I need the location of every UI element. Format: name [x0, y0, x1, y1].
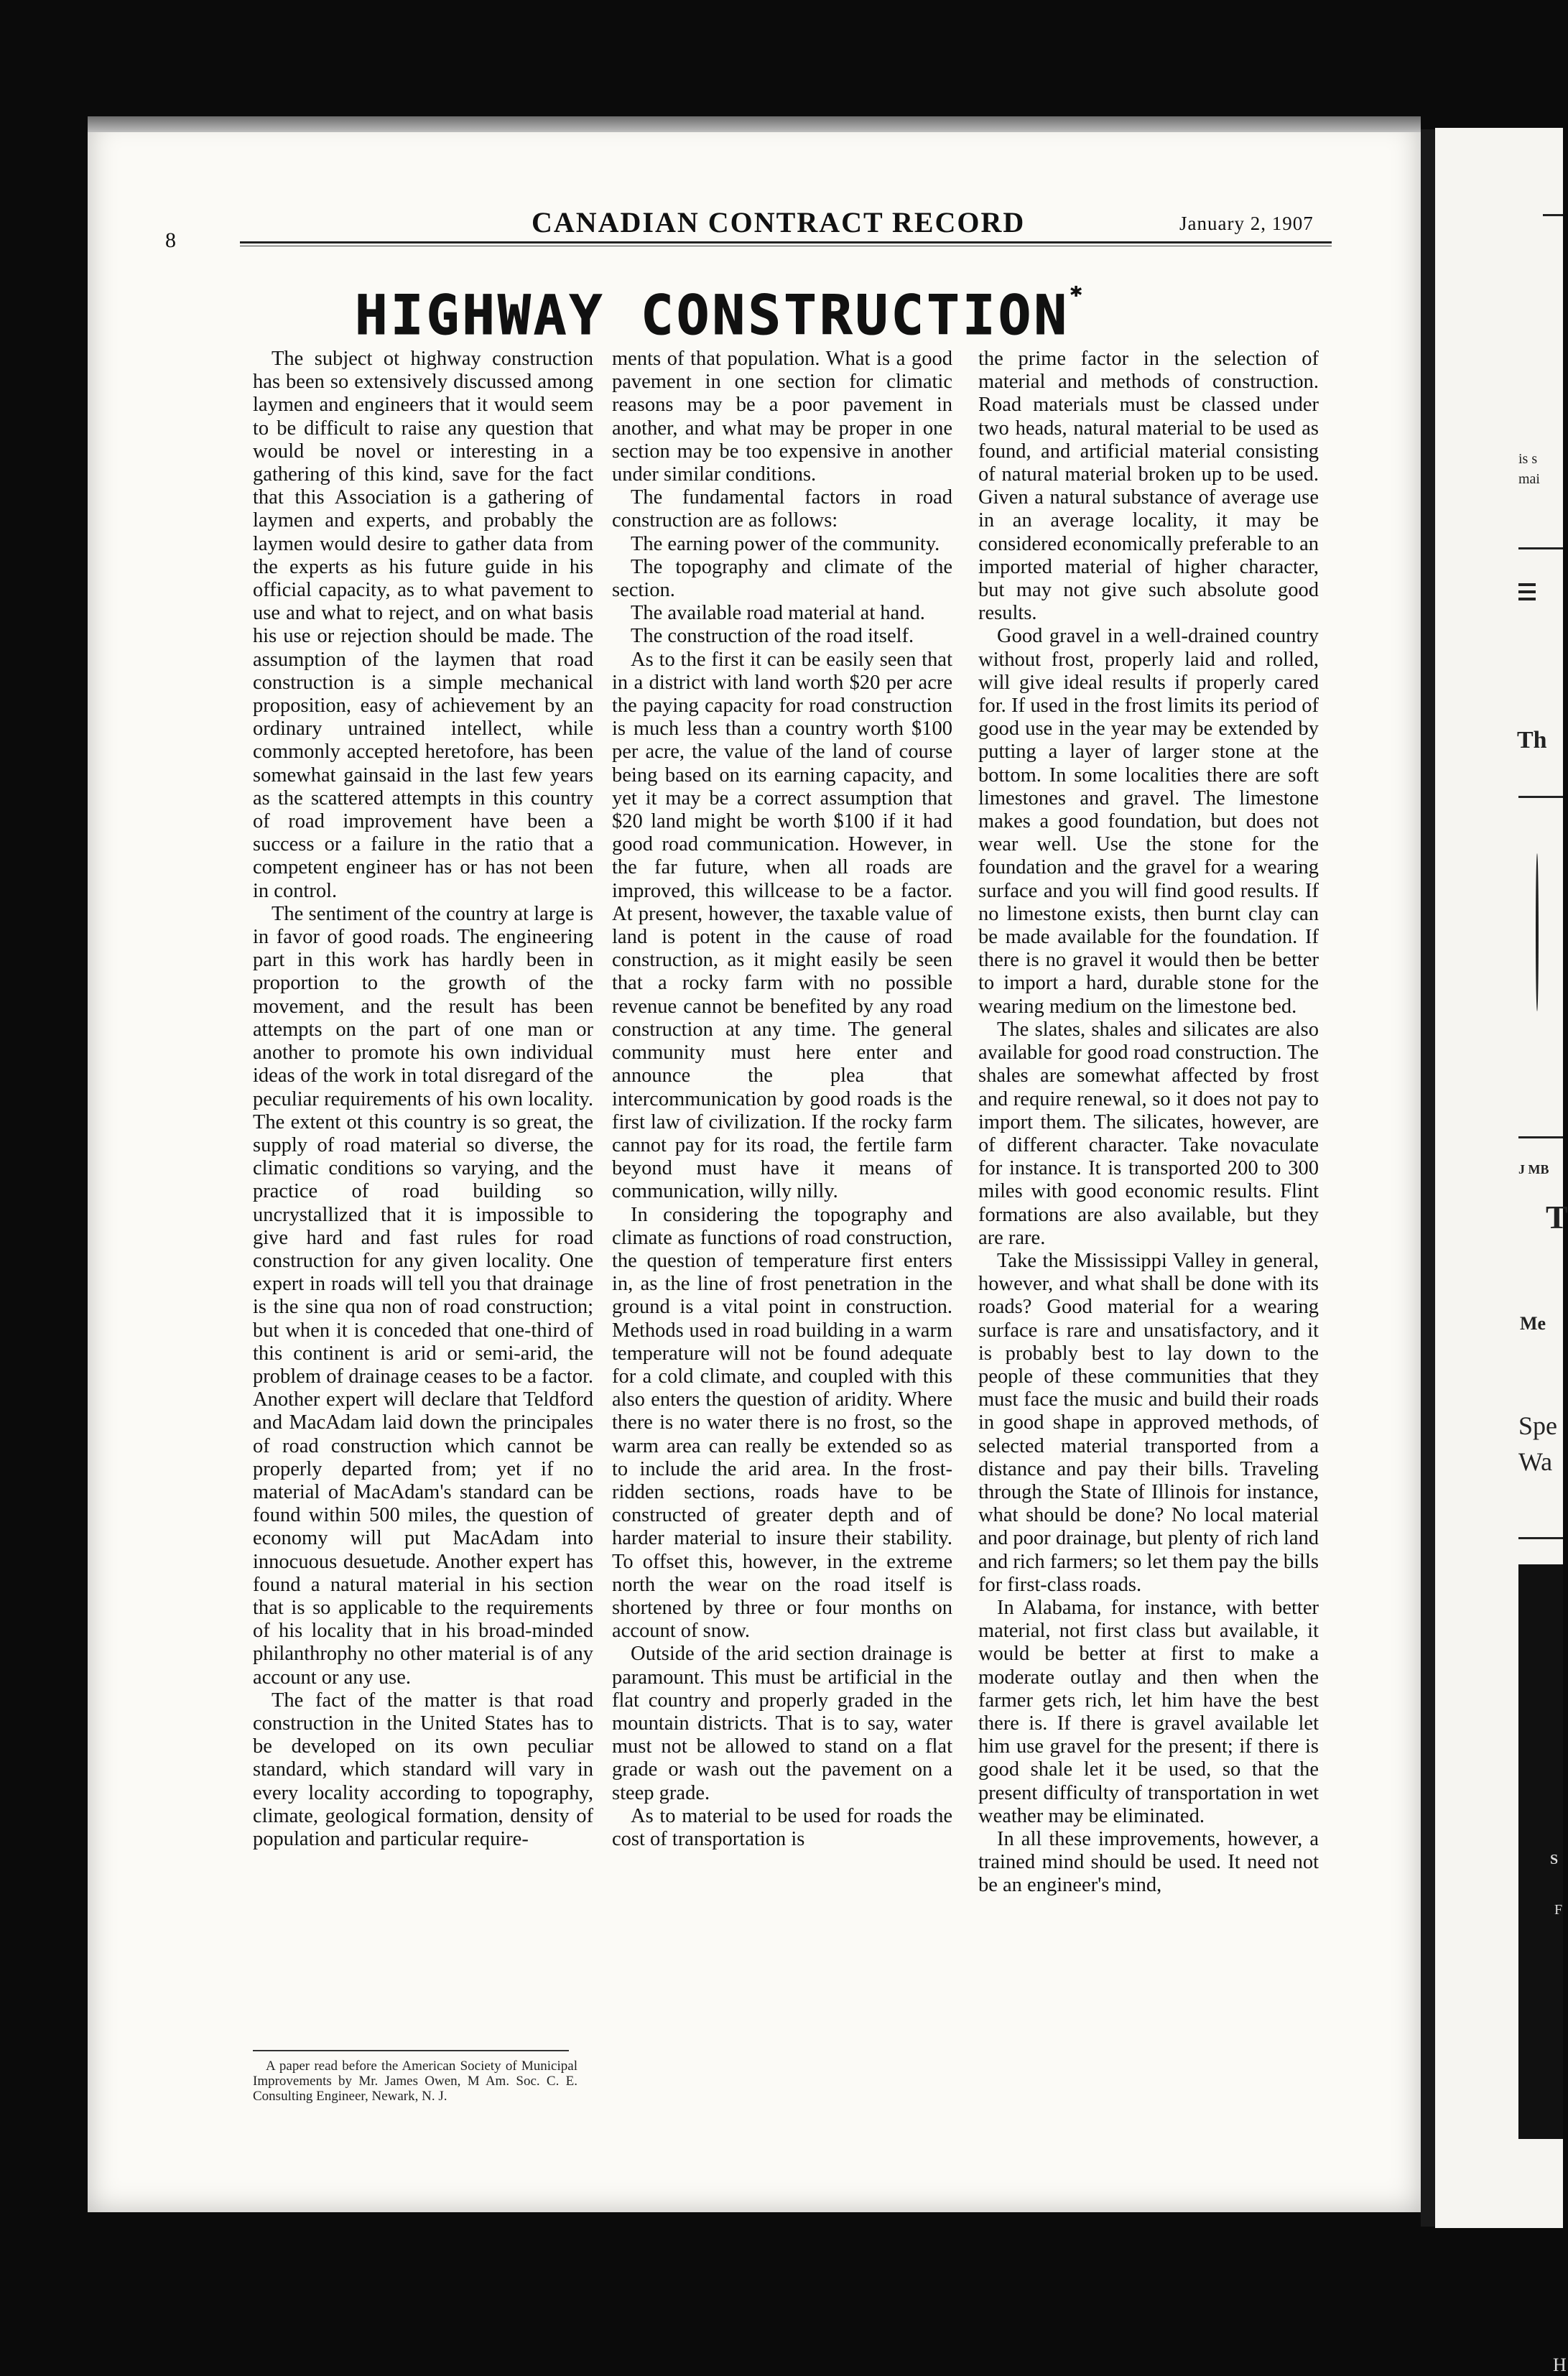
adjacent-rule	[1518, 1537, 1563, 1539]
article-column-2	[612, 348, 952, 1851]
adjacent-fragment: F	[1554, 1902, 1563, 1918]
adjacent-fragment: J MB	[1518, 1162, 1549, 1177]
footnote-text: A paper read before the American Society of Municipal Improvements by Mr. James Owen, M Am. Soc. C. E. Consulting Engineer, Newark, N. J.	[253, 2059, 577, 2104]
adjacent-fragment: S	[1550, 1852, 1559, 1867]
paragraph: The subject ot highway construction has been so extensively discussed among laymen and engineers that it would seem to be difficult to raise any question that would be novel or interesting in a gathering of this kind, save for the fact that this Association is a gathering of laymen and experts, and probably the laymen would desire to gather data from the experts as his future guide in his official capacity, as to what pavement to use and what to reject, and on what basis his use or rejection should be made. The assumption of the laymen that road construction is a simple mechanical proposition, easy of achievement by an ordinary untrained intellect, while commonly accepted heretofore, has been somewhat gainsaid in the last few years as the scattered attempts in this country of road improvement have been a success or a failure in the ratio that a competent engineer has or has not been in control.	[253, 348, 593, 902]
adjacent-fragment: is s	[1518, 451, 1538, 467]
adjacent-rule	[1543, 214, 1563, 216]
issue-date: January 2, 1907	[1179, 213, 1314, 234]
page-number: 8	[165, 228, 176, 252]
adjacent-fragment: Th	[1517, 727, 1547, 753]
adjacent-rule	[1518, 547, 1563, 549]
headline-text: HIGHWAY CONSTRUCTION	[355, 283, 1070, 347]
adjacent-dark-advert	[1518, 1564, 1567, 2375]
paragraph: The topography and climate of the section.	[612, 555, 952, 602]
paragraph: The sentiment of the country at large is in favor of good roads. The engineering part in this work has hardly been in proportion to the growth of the movement, and the result has been attempts on the part of one man or another to promote his own individual ideas of the work in total disregard of the peculiar requirements of his own locality. The extent ot this country is so great, the supply of road material so diverse, the climatic conditions so varying, and the practice of road building so uncrystallized that it is impossible to give hard and fast rules for road construction for any given locality. One expert in roads will tell you that drainage is the sine qua non of road construction; but when it is conceded that one-third of this continent is arid or semi-arid, the problem of drainage ceases to be a factor. Another expert will declare that Teldford and MacAdam laid down the principales of road construction which cannot be properly departed from; yet if no material of MacAdam's standard can be found within 500 miles, the question of economy will put MacAdam into innocuous desuetude. Another expert has found a natural material in his section that is so applicable to the requirements of his locality that in his broad-minded philanthrophy no other material is of any account or any use.	[253, 902, 593, 1689]
adjacent-rule	[1518, 583, 1536, 586]
adjacent-fragment: Spe	[1518, 1411, 1557, 1440]
adjacent-fragment: mai	[1518, 471, 1540, 487]
article-headline	[355, 283, 1085, 347]
article-column-3	[978, 348, 1319, 1898]
paragraph: The construction of the road itself.	[631, 625, 914, 648]
paragraph: In Alabama, for instance, with better material, not first class but available, it would be better at first to make a moderate outlay and then when the farmer gets rich, let him have the best there is. If there is gravel available let him use gravel for the present; if there is good shale let it be used, so that the present difficulty of transportation in wet weather may be eliminated.	[978, 1596, 1319, 1827]
article-column-1	[253, 348, 593, 1851]
paragraph: The fact of the matter is that road construction in the United States has to be developed on its own peculiar standard, which standard will vary in every locality according to topography, climate, geological formation, density of population and particular require-	[253, 1689, 593, 1850]
paragraph: As to the first it can be easily seen that in a district with land worth $20 per acre the paying capacity for road construction is much less than a country worth $100 per acre, the value of the land of course being based on its earning capacity, and yet it may be a correct assumption that $20 land might be worth $100 if it had good road communication. However, in the far future, when all roads are improved, this willcease to be a factor. At present, however, the taxable value of land is potent in the cause of road construction, as it might easily be seen that a rocky farm with no possible revenue cannot be benefited by any road construction at any time. The general community must here enter and announce the plea that intercommunication by good roads is the first law of civilization. If the rocky farm cannot pay for its road, the fertile farm beyond must have it means of communication, willy nilly.	[612, 648, 952, 1203]
paragraph: In all these improvements, however, a trained mind should be used. It need not be an engineer's mind,	[978, 1828, 1319, 1897]
paragraph: The fundamental factors in road construction are as follows:	[612, 486, 952, 532]
paragraph: Outside of the arid section drainage is paramount. This must be artificial in the flat country and properly graded in the mountain districts. That is to say, water must not be allowed to stand on a flat grade or wash out the pavement on a steep grade.	[612, 1643, 952, 1804]
paragraph: The slates, shales and silicates are also available for good road construction. The shales are somewhat affected by frost and require renewal, so it does not pay to import them. The silicates, however, are of different character. Take novaculate for instance. It is transported 200 to 300 miles with good economic results. Flint formations are also available, but they are rare.	[978, 1018, 1319, 1249]
adjacent-fragment: Wa	[1518, 1447, 1553, 1476]
paragraph: The available road material at hand.	[631, 602, 925, 625]
paragraph: Take the Mississippi Valley in general, however, and what shall be done with its roads? Good material for a wearing surface is rare and unsatisfactory, and it is probably best to lay down to the people of these communities that they must face the music and build their roads in good shape in approved methods, of selected material transported from a distance and pay their bills. Traveling through the State of Illinois for instance, what should be done? No local material and poor drainage, but plenty of rich land and rich farmers; so let them pay the bills for first-class roads.	[978, 1249, 1319, 1596]
adjacent-fragment: T	[1546, 1199, 1568, 1235]
adjacent-emblem-edge	[1536, 853, 1539, 1011]
paragraph: As to material to be used for roads the cost of transportation is	[612, 1804, 952, 1850]
adjacent-rule	[1518, 598, 1536, 600]
adjacent-fragment: Me	[1520, 1313, 1546, 1334]
adjacent-page-edge	[1435, 128, 1568, 2375]
headline-footnote-mark: *	[1070, 283, 1086, 308]
adjacent-fragment: H	[1553, 2354, 1567, 2375]
header-rule	[240, 241, 1332, 243]
paragraph: ments of that population. What is a good pavement in one section for climatic reasons may be a poor pavement in another, and what may be proper in one section may be too expensive in another under similar conditions.	[612, 348, 952, 486]
footnote	[253, 2059, 577, 2104]
paragraph: the prime factor in the selection of material and methods of construction. Road materials must be classed under two heads, natural material to be used as found, and artificial material consisting of natural material broken up to be used. Given a natural substance of average use in an average locality, it may be considered economically preferable to an imported material of higher character, but may not give such absolute good results.	[978, 348, 1319, 625]
paragraph: The earning power of the community.	[631, 532, 940, 555]
footnote-rule	[253, 2050, 569, 2051]
adjacent-rule	[1518, 796, 1563, 798]
adjacent-rule	[1518, 590, 1536, 593]
paragraph: In considering the topography and climate as functions of road construction, the question of temperature first enters in, as the line of frost penetration in the ground is a vital point in construction. Methods used in road building in a warm temperature will not be found adequate for a cold climate, and coupled with this also enters the question of aridity. Where there is no water there is no frost, so the warm area can really be extended so as to include the arid area. In the frost-ridden sections, roads have to be constructed of greater depth and of harder material to insure their stability. To offset this, however, in the extreme north the wear on the road itself is shortened by three or four months on account of snow.	[612, 1203, 952, 1643]
paragraph: Good gravel in a well-drained country without frost, properly laid and rolled, will give ideal results if properly cared for. If used in the frost limits its period of good use in the year may be extended by putting a layer of larger stone at the bottom. In some localities there are soft limestones and gravel. The limestone makes a good foundation, but does not wear well. Use the stone for the foundation and the gravel for a wearing surface and you will find good results. If no limestone exists, then burnt clay can be made available for the foundation. If there is no gravel it would then be better to import a hard, durable stone for the wearing medium on the limestone bed.	[978, 625, 1319, 1018]
publication-title: CANADIAN CONTRACT RECORD	[532, 206, 1026, 238]
page-gutter	[1421, 129, 1435, 2227]
adjacent-rule	[1518, 1136, 1563, 1138]
